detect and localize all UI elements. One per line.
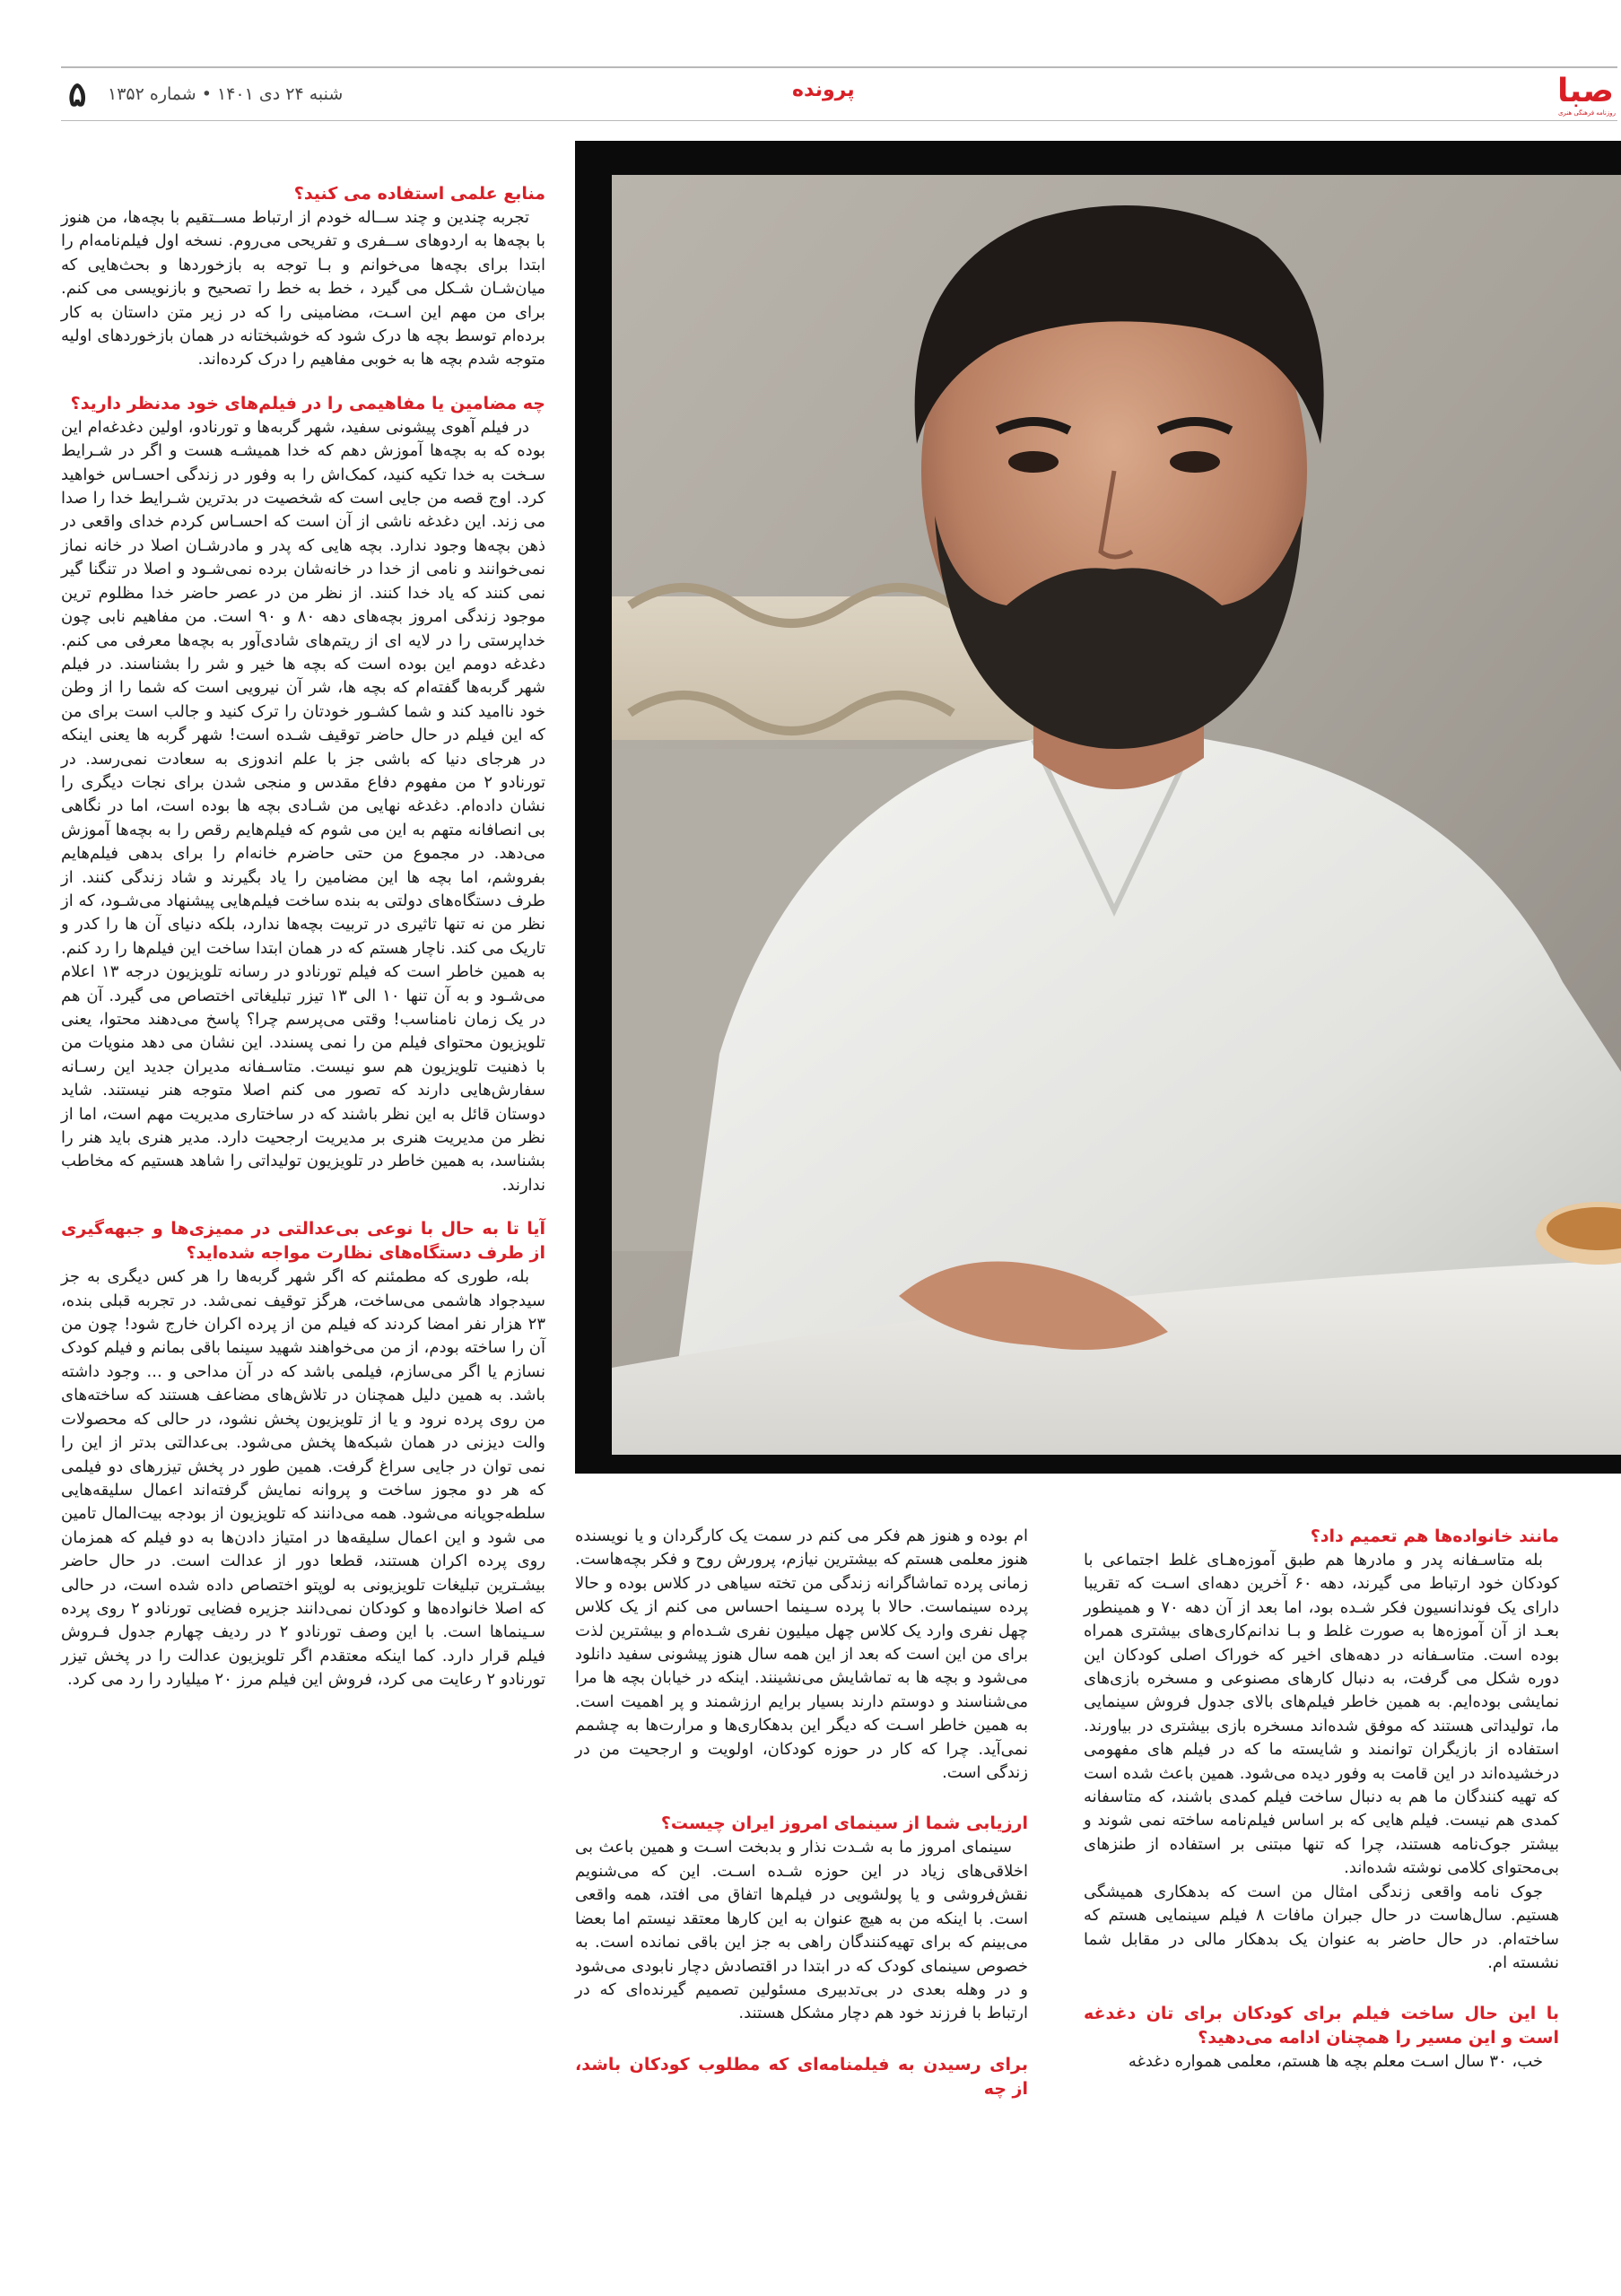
answer-families-2: جوک نامه واقعی زندگی امثال من است که بدهکاری همیشگی هستیم. سال‌هاست در حال جبران مافات ۸ فیلم سینمایی هستم که ساخته‌ام. در حال حاضر به عنوان یک بدهکار مالی در مقابل شما نشسته ام. (1084, 1882, 1559, 1972)
portrait-photo (612, 175, 1621, 1455)
column-main (61, 182, 545, 1692)
answer-sources: تجربه چندین و چند ســاله خودم از ارتباط مســتقیم با بچه‌ها، من هنوز با بچه‌ها به اردوهای ســفری و تفریحی می‌روم. نسخه اول فیلم‌نامه‌ام را ابتدا برای بچه‌ها می‌خوانم و بـا توجه به بازخوردها و بحث‌هایی که میان‌شـان شـکل می گیرد ، خط به خط را تصحیح و بازنویسی می کنم. برای من مهم این اسـت، مضامینی را که در زیر متن داستان به کار برده‌ام توسط بچه ها درک شود که خوشبختانه در همان بازخوردهای اولیه متوجه شدم بچه ها به خوبی مفاهیم را درک کرده‌اند. (61, 208, 545, 370)
page-header (61, 68, 1617, 121)
answer-continue: خب، ۳۰ سال اسـت معلم بچه ها هستم، معلمی همواره دغدغه (1128, 2052, 1543, 2072)
question-families: مانند خانواده‌ها هم تعمیم داد؟ (1310, 1526, 1559, 1546)
question-screenplay: برای رسیدن به فیلمنامه‌ای که مطلوب کودکان باشد، از چه (575, 2054, 1028, 2099)
page-number: ۵ (68, 74, 87, 114)
answer-injustice: بله، طوری که مطمئنم که اگر شهر گربه‌ها را هر کس دیگری به جز سیدجواد هاشمی می‌ساخت، هرگز توقیف نمی‌شد. در تجربه قبلی بنده، ۲۳ هزار نفر امضا کردند که فیلم من از پرده اکران خارج شود! چون من آن را ساخته بودم، از من می‌خواهند شهید سینما باقی بمانم و فیلم کودک نسازم یا اگر می‌سازم، فیلمی باشد که در آن مداحی و ... وجود داشته باشد. به همین دلیل همچنان در تلاش‌های مضاعف هستند که ساخته‌های من روی پرده نرود و یا از تلویزیون پخش نشود، در حالی که محصولات والت دیزنی در همان شبکه‌ها پخش می‌شود. بی‌عدالتی بدتر از این را نمی توان در جایی سراغ گرفت. همین طور در پخش تیزرهای دو فیلمی که هر دو مجوز ساخت و پروانه نمایش گرفته‌اند اعمال سلیقه‌هایی سلطه‌جویانه می‌شود. همه می‌دانند که تلویزیون از بودجه بیت‌المال تامین می شود و این اعمال سلیقه‌ها در امتیاز دادن‌ها به دو فیلم که همزمان روی پرده اکران هستند، قطعا دور از عدالت است. در حال حاضر بیشـترین تبلیغات تلویزیونی به لوپتو اختصاص داده شده است، در حالی که اصلا خانواده‌ها و کودکان نمی‌دانند جزیره فضایی تورنادو ۲ روی پرده سـینماها است. با این وصف تورنادو ۲ در ردیف چهارم جدول فـروش فیلم قرار دارد. کما اینکه معتقدم اگر تلویزیون عدالت را در پخش تیزر تورنادو ۲ رعایت می کرد، فروش این فیلم مرز ۲۰ میلیارد را رد می کرد. (61, 1267, 546, 1690)
answer-evaluation: سینمای امروز ما به شـدت نذار و بدبخت اسـت و همین باعث بی اخلاقی‌های زیاد در این حوزه شـده اسـت. این که می‌شنویم نقش‌فروشی و یا پولشویی در فیلم‌ها اتفاق می افتد، همه واقعی است. با اینکه من به هیچ عنوان به این کارها معتقد نیستم اما بعضا می‌بینم که برای تهیه‌کنندگان راهی به جز این باقی نمانده است. به خصوص سینمای کودک که در ابتدا در اقتصادش دچار نابودی می‌شود و در وهله بعدی در بی‌تدبیری مسئولین تصمیم گیرنده‌ای که در ارتباط با فرزند خود هم دچار مشکل هستند. (575, 1838, 1028, 2023)
answer-families-1: بله متاسـفانه پدر و مادرها هم طبق آموزه‌هـای غلط اجتماعی با کودکان خود ارتباط می گیرند، دهه ۶۰ آخرین دهه‌ای اسـت که تقریبا دارای یک فوندانسیون فکر شـده بود، اما بعد از آن دهه ۷۰ و همینطور بعـد از آن آموزه‌ها به صورت غلط و بـا ندانم‌کاری‌های بیشتری همراه بوده است. متاسـفانه در دهه‌های اخیر که خوراک اصلی کودکان این دوره شکل می گرفت، به دنبال کارهای مصنوعی و مسخره بازی‌های نمایشی بوده‌ایم. به همین خاطر فیلم‌های بالای جدول فروش سینمایی ما، تولیداتی هستند که موفق شده‌اند مسخره بازی بیشتری در بیاورند. استفاده از بازیگران توانمند و شایسته ما که در فیلم های مفهومی درخشیده‌اند در این قامت به وفور دیده می‌شود. همین باعث شده است که تهیه کنندگان ما هم به دنبال ساخت فیلم کمدی باشند، که متاسفانه کمدی هم نیست. فیلم هایی که بر اساس فیلم‌نامه ساخته نمی شوند و بیشتر جوک‌نامه هستند، چرا که تنها مبتنی بر استفاده از طنزهای بی‌محتوای کلامی نوشته شده‌اند. (1084, 1551, 1559, 1878)
question-injustice: آیا تا به حال با نوعی بی‌عدالتی در ممیزی‌ها و جبهه‌گیری از طرف دستگاه‌های نظارت مواجه شده‌اید؟ (61, 1219, 545, 1264)
column-middle (575, 1525, 1028, 2101)
answer-continuation: ام بوده و هنوز هم فکر می کنم در سمت یک کارگردان و یا نویسنده هنوز معلمی هستم که بیشترین نیازم، پرورش روح و فکر بچه‌هاست. زمانی پرده تماشاگرانه زندگی من تخته سیاهی در کلاس بوده و حالا پرده سینماست. حالا با پرده سـینما احساس می کنم از یک کلاس چهل نفری وارد یک کلاس چهل میلیون نفری شـده‌ام و بیشترین لذت برای من این است که بعد از این همه سال هنوز پیشونی سفید دانلود می‌شود و بچه ها به تماشایش می‌نشینند. اینکه در خیابان بچه ها مرا می‌شناسند و دوستم دارند بسیار برایم ارزشمند و پر اهمیت است. به همین خاطر اسـت که دیگر این بدهکاری‌ها و مرارت‌ها به چشمم نمی‌آید. چرا که کار در حوزه کودکان، اولویت و ارجحیت من در زندگی است. (575, 1526, 1028, 1783)
column-right (1084, 1525, 1559, 2074)
newspaper-logo[interactable] (1544, 73, 1617, 117)
question-continue: با این حال ساخت فیلم برای کودکان برای تان دغدغه است و این مسیر را همچنان ادامه می‌دهید؟ (1084, 2004, 1559, 2048)
logo-wordmark: صبا (1557, 73, 1614, 109)
portrait-illustration (612, 175, 1621, 1455)
question-sources: منابع علمی استفاده می کنید؟ (293, 184, 545, 204)
section-title: پرونده (792, 79, 855, 101)
answer-themes: در فیلم آهوی پیشونی سفید، شهر گربه‌ها و تورنادو، اولین دغدغه‌ام این بوده که به بچه‌ها آموزش دهم که خدا همیشـه هست و اگر در شـرایط سـخت به خدا تکیه کنید، کمک‌اش را به وفور در زندگی احسـاس خواهید کرد. اوج قصه من جایی است که شخصیت در بدترین شـرایط خدا را صدا می زند. این دغدغه ناشی از آن است که احسـاس کردم خدای واقعی در ذهن بچه‌ها وجود ندارد. بچه هایی که پدر و مادرشـان اصلا در خانه نماز نمی‌خوانند و نامی از خدا در خانه‌شان برده نمی‌شـود و اصلا در تنگنا گیر نمی کنند که یاد خدا کنند. از نظر من در عصر حاضر خدا مظلوم ترین موجود زندگی امروز بچه‌های دهه ۸۰ و ۹۰ است. من مفاهیم نابی چون خداپرستی را در لایه ای از ریتم‌های شادی‌آور به بچه‌ها معرفی می کنم. دغدغه دومم این بوده است که بچه ها خیر و شر را بشناسند. در فیلم شهر گربه‌ها گفته‌ام که بچه ها، شر آن نیرویی است که شما را از وطن خود ناامید کند و شما کشـور خودتان را ترک کنید و جالب است برای من که این فیلم در حال حاضر توقیف شـده است! شهر گربه ها یعنی اینکه در هرجای دنیا که باشی جز با علم اندوزی به سعادت نمی‌رسد. در تورنادو ۲ من مفهوم دفاع مقدس و منجی شدن برای نجات دیگری را نشان داده‌ام. دغدغه نهایی من شـادی بچه ها بوده است، اما در نگاهی بی انصافانه متهم به این می شوم که فیلم‌هایم رقص را به بچه‌ها آموزش می‌دهد. در مجموع من حتی حاضرم خانه‌ام را برای بدهی فیلم‌هایم بفروشم، اما بچه ها این مضامین را یاد بگیرند و شاد زندگی کنند. از طرف دستگاه‌های دولتی به بنده ساخت فیلم‌هایی پیشنهاد می‌شـود، که از نظر من نه تنها تاثیری در تربیت بچه‌ها ندارد، بلکه دنیای آن ها را کدر و تاریک می کند. ناچار هستم که در همان ابتدا ساخت این فیلم‌ها را رد کنم. به همین خاطر است که فیلم تورنادو در رسانه تلویزیون درجه ۱۳ اعلام می‌شـود و به آن تنها ۱۰ الی ۱۳ تیزر تبلیغاتی اختصاص می گیرد. آن هم در یک زمان نامناسب! وقتی می‌پرسم چرا؟ پاسخ می‌دهند محتوا، یعنی تلویزیون محتوای فیلم من را نمی پسندد. این نشان می دهد منویات من با ذهنیت تلویزیون هم سو نیست. متاسـفانه مدیران جدید این رسـانه سفارش‌هایی دارند که تصور می کنم اصلا متوجه هنر نیستند. شاید دوستان قائل به این نظر باشند که در ساختاری مدیریت مهم است، اما از نظر من مدیریت هنری بر مدیریت ارجحیت دارد. مدیر هنری باید هنر را بشناسد، به همین خاطر در تلویزیون تولیداتی را شاهد هستیم که مخاطب ندارند. (61, 417, 545, 1195)
logo-subtitle: روزنامه فرهنگی هنری (1557, 109, 1616, 117)
question-themes: چه مضامین یا مفاهیمی را در فیلم‌های خود مدنظر دارید؟ (70, 393, 545, 413)
issue-info: شنبه ۲۴ دی ۱۴۰۱ • شماره ۱۳۵۲ (108, 84, 344, 104)
question-evaluation: ارزیابی شما از سینمای امروز ایران چیست؟ (660, 1813, 1028, 1834)
